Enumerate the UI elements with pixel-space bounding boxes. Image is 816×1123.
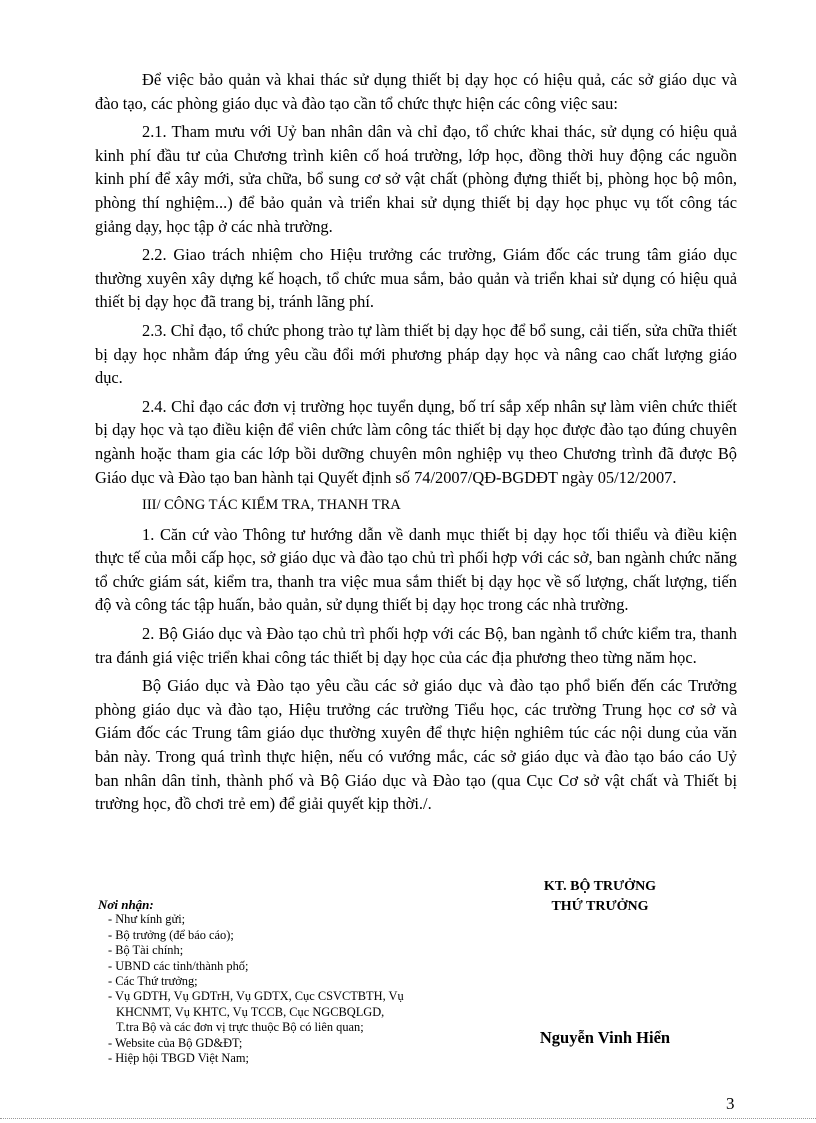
- paragraph-2-2: 2.2. Giao trách nhiệm cho Hiệu trưởng các trường, Giám đốc các trung tâm giáo dục thường xuyên xây dựng kế hoạch, tổ chức mua sắm, bảo quản và triển khai sử dụng có hiệu quả thiết bị dạy học đã trang bị, tránh lãng phí.: [95, 245, 737, 312]
- recipient-item: - Các Thứ trưởng;: [108, 974, 198, 989]
- section-heading-iii: III/ CÔNG TÁC KIỂM TRA, THANH TRA: [142, 497, 401, 514]
- recipient-item: - Bộ Tài chính;: [108, 943, 184, 958]
- paragraph-2-4: 2.4. Chỉ đạo các đơn vị trường học tuyển dụng, bố trí sắp xếp nhân sự làm viên chức thiết bị dạy học và tạo điều kiện để viên chức làm công tác thiết bị dạy học được đào tạo đúng chuyên ngành hoặc tham gia các lớp bồi dưỡng chuyên môn nghiệp vụ theo Chương trình đã được Bộ Giáo dục và Đào tạo ban hành tại Quyết định số 74/2007/QĐ-BGDĐT ngày 05/12/2007.: [95, 396, 737, 487]
- recipient-item: KHCNMT, Vụ KHTC, Vụ TCCB, Cục NGCBQLGD,: [116, 1004, 385, 1019]
- signature-title-block: [480, 877, 720, 917]
- signature-title: KT. BỘ TRƯỞNG: [543, 879, 657, 894]
- paragraph-iii-2: 2. Bộ Giáo dục và Đào tạo chủ trì phối hợp với các Bộ, ban ngành tổ chức kiểm tra, thanh tra đánh giá việc triển khai công tác thiết bị dạy học của các địa phương theo từng năm học.: [95, 624, 737, 667]
- paragraph-2-3: 2.3. Chỉ đạo, tổ chức phong trào tự làm thiết bị dạy học để bổ sung, cải tiến, sửa chữa thiết bị dạy học nhằm đáp ứng yêu cầu đổi mới phương pháp dạy học và nâng cao chất lượng giáo dục.: [95, 320, 737, 388]
- paragraph-2-1: 2.1. Tham mưu với Uỷ ban nhân dân và chỉ đạo, tổ chức khai thác, sử dụng có hiệu quả kinh phí đầu tư của Chương trình kiên cố hoá trường, lớp học, đồng thời huy động các nguồn kinh phí để xây mới, sửa chữa, bổ sung cơ sở vật chất (phòng đựng thiết bị, phòng học bộ môn, phòng thí nghiệm...) để bảo quản và triển khai sử dụng thiết bị dạy học phục vụ tốt công tác giảng dạy, học tập ở các nhà trường.: [95, 122, 737, 236]
- page-number: 3: [726, 1094, 735, 1113]
- recipient-item: T.tra Bộ và các đơn vị trực thuộc Bộ có liên quan;: [116, 1020, 364, 1035]
- recipient-item: - Vụ GDTH, Vụ GDTrH, Vụ GDTX, Cục CSVCTBTH, Vụ: [108, 989, 404, 1004]
- paragraph-intro: Để việc bảo quản và khai thác sử dụng thiết bị dạy học có hiệu quả, các sở giáo dục và đào tạo, các phòng giáo dục và đào tạo cần tổ chức thực hiện các công việc sau:: [95, 70, 737, 113]
- recipient-item: - UBND các tỉnh/thành phố;: [108, 958, 249, 973]
- recipient-item: - Hiệp hội TBGD Việt Nam;: [108, 1051, 249, 1066]
- recipient-item: - Như kính gửi;: [108, 912, 186, 927]
- paragraph-closing: Bộ Giáo dục và Đào tạo yêu cầu các sở giáo dục và đào tạo phổ biến đến các Trưởng phòng giáo dục và đào tạo, Hiệu trưởng các trường Tiểu học, các trường Trung học cơ sở và Giám đốc các Trung tâm giáo dục thường xuyên để thực hiện nghiêm túc các nội dung của văn bản này. Trong quá trình thực hiện, nếu có vướng mắc, các sở giáo dục và đào tạo báo cáo Uỷ ban nhân dân tỉnh, thành phố và Bộ Giáo dục và Đào tạo (qua Cục Cơ sở vật chất và Thiết bị trường học, đồ chơi trẻ em) để giải quyết kịp thời./.: [95, 676, 737, 814]
- recipient-item: - Bộ trưởng (để báo cáo);: [108, 927, 234, 942]
- recipients-heading: Nơi nhận:: [98, 897, 154, 912]
- signer-name: Nguyễn Vinh Hiển: [539, 1028, 671, 1047]
- recipients-block: [98, 897, 478, 1066]
- document-body: [95, 68, 737, 821]
- paragraph-iii-1: 1. Căn cứ vào Thông tư hướng dẫn về danh mục thiết bị dạy học tối thiểu và điều kiện thực tế của mỗi cấp học, sở giáo dục và đào tạo chủ trì phối hợp với các sở, ban ngành chức năng tổ chức giám sát, kiểm tra, thanh tra việc mua sắm thiết bị dạy học về số lượng, chất lượng, tiến độ và công tác tập huấn, bảo quản, sử dụng thiết bị dạy học trong các nhà trường.: [95, 524, 737, 615]
- footer-divider: [0, 1118, 816, 1119]
- recipient-item: - Website của Bộ GD&ĐT;: [108, 1035, 243, 1050]
- signature-subtitle: THỨ TRƯỞNG: [551, 899, 649, 914]
